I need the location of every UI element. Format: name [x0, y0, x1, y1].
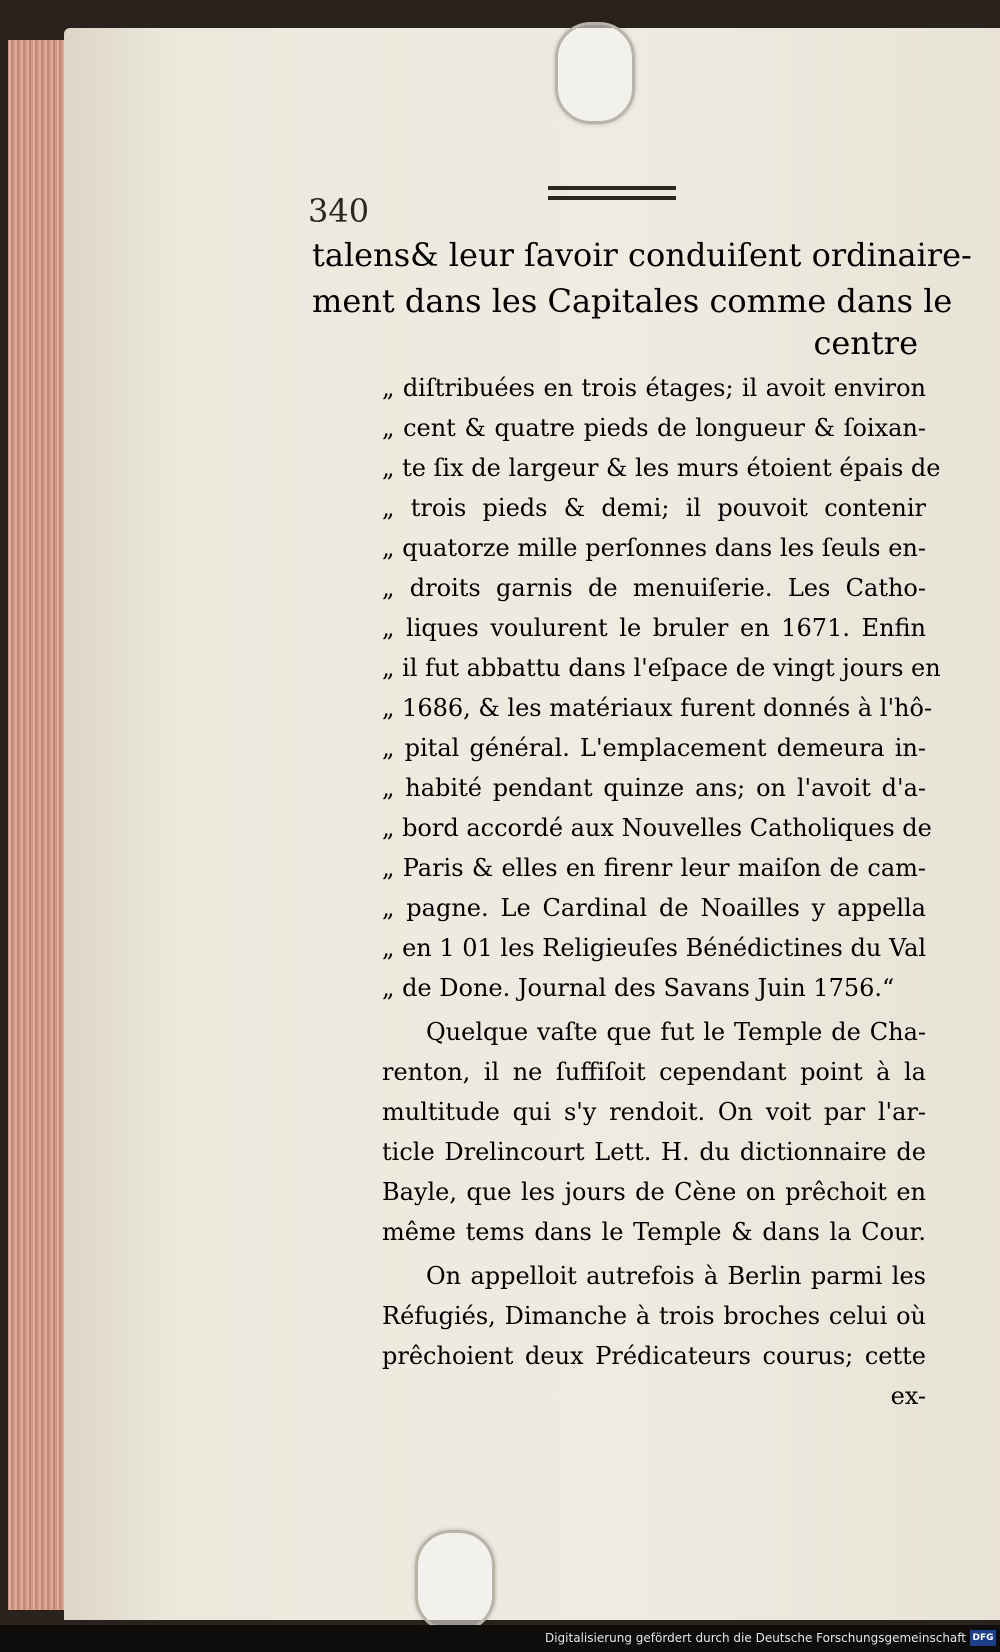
- dfg-logo: DFG: [970, 1630, 996, 1646]
- paragraph-line: Quelque vaſte que fut le Temple de Cha-: [426, 1018, 926, 1046]
- page-number: 340: [308, 192, 370, 230]
- quote-line: „ droits garnis de menuiſerie. Les Catho-: [382, 574, 926, 602]
- paragraph-line: prêchoient deux Prédicateurs courus; cette: [382, 1342, 926, 1370]
- quote-line: „ en 1 01 les Religieuſes Bénédictines du Val: [382, 934, 927, 962]
- quote-line: „ liques voulurent le bruler en 1671. Enfin: [382, 614, 926, 642]
- paragraph-line: Bayle, que les jours de Cène on prêchoit en: [382, 1178, 926, 1206]
- quote-line: „ te ſix de largeur & les murs étoient épais de: [382, 454, 941, 482]
- quote-line: „ pital général. L'emplacement demeura in-: [382, 734, 926, 762]
- quote-line: „ diſtribuées en trois étages; il avoit environ: [382, 374, 926, 402]
- page-clip-bottom: [415, 1530, 495, 1632]
- quote-line: „ cent & quatre pieds de longueur & ſoixan-: [382, 414, 926, 442]
- page-edges: [8, 40, 71, 1610]
- head-line: centre: [813, 324, 918, 362]
- header-rule: [548, 186, 676, 200]
- quote-line: „ il fut abbattu dans l'eſpace de vingt jours en: [382, 654, 941, 682]
- quote-line: „ bord accordé aux Nouvelles Catholiques de: [382, 814, 932, 842]
- footer-credit: Digitalisierung gefördert durch die Deutsche Forschungsgemeinschaft: [544, 1631, 966, 1645]
- quote-line: „ de Done. Journal des Savans Juin 1756.“: [382, 974, 895, 1002]
- head-line: talens& leur ſavoir conduiſent ordinaire-: [312, 236, 972, 274]
- quote-line: „ trois pieds & demi; il pouvoit contenir: [382, 494, 926, 522]
- paragraph-line: même tems dans le Temple & dans la Cour.: [382, 1218, 926, 1246]
- quote-line: „ quatorze mille perſonnes dans les ſeuls en-: [382, 534, 926, 562]
- paragraph-line: ticle Drelincourt Lett. H. du dictionnaire de: [382, 1138, 926, 1166]
- paragraph-line: renton, il ne ſuffiſoit cependant point à la: [382, 1058, 926, 1086]
- head-line: ment dans les Capitales comme dans le: [312, 282, 953, 320]
- footer-bar: [0, 1625, 1000, 1652]
- paragraph-line: Réfugiés, Dimanche à trois broches celui où: [382, 1302, 926, 1330]
- page-clip-top: [555, 22, 635, 124]
- quote-line: „ Paris & elles en firenr leur maiſon de cam-: [382, 854, 926, 882]
- paragraph-line: On appelloit autrefois à Berlin parmi les: [426, 1262, 926, 1290]
- quote-line: „ habité pendant quinze ans; on l'avoit d'a-: [382, 774, 926, 802]
- paragraph-line: multitude qui s'y rendoit. On voit par l'ar-: [382, 1098, 926, 1126]
- catchword: ex-: [890, 1382, 926, 1410]
- quote-line: „ 1686, & les matériaux furent donnés à l'hô-: [382, 694, 933, 722]
- quote-line: „ pagne. Le Cardinal de Noailles y appella: [382, 894, 926, 922]
